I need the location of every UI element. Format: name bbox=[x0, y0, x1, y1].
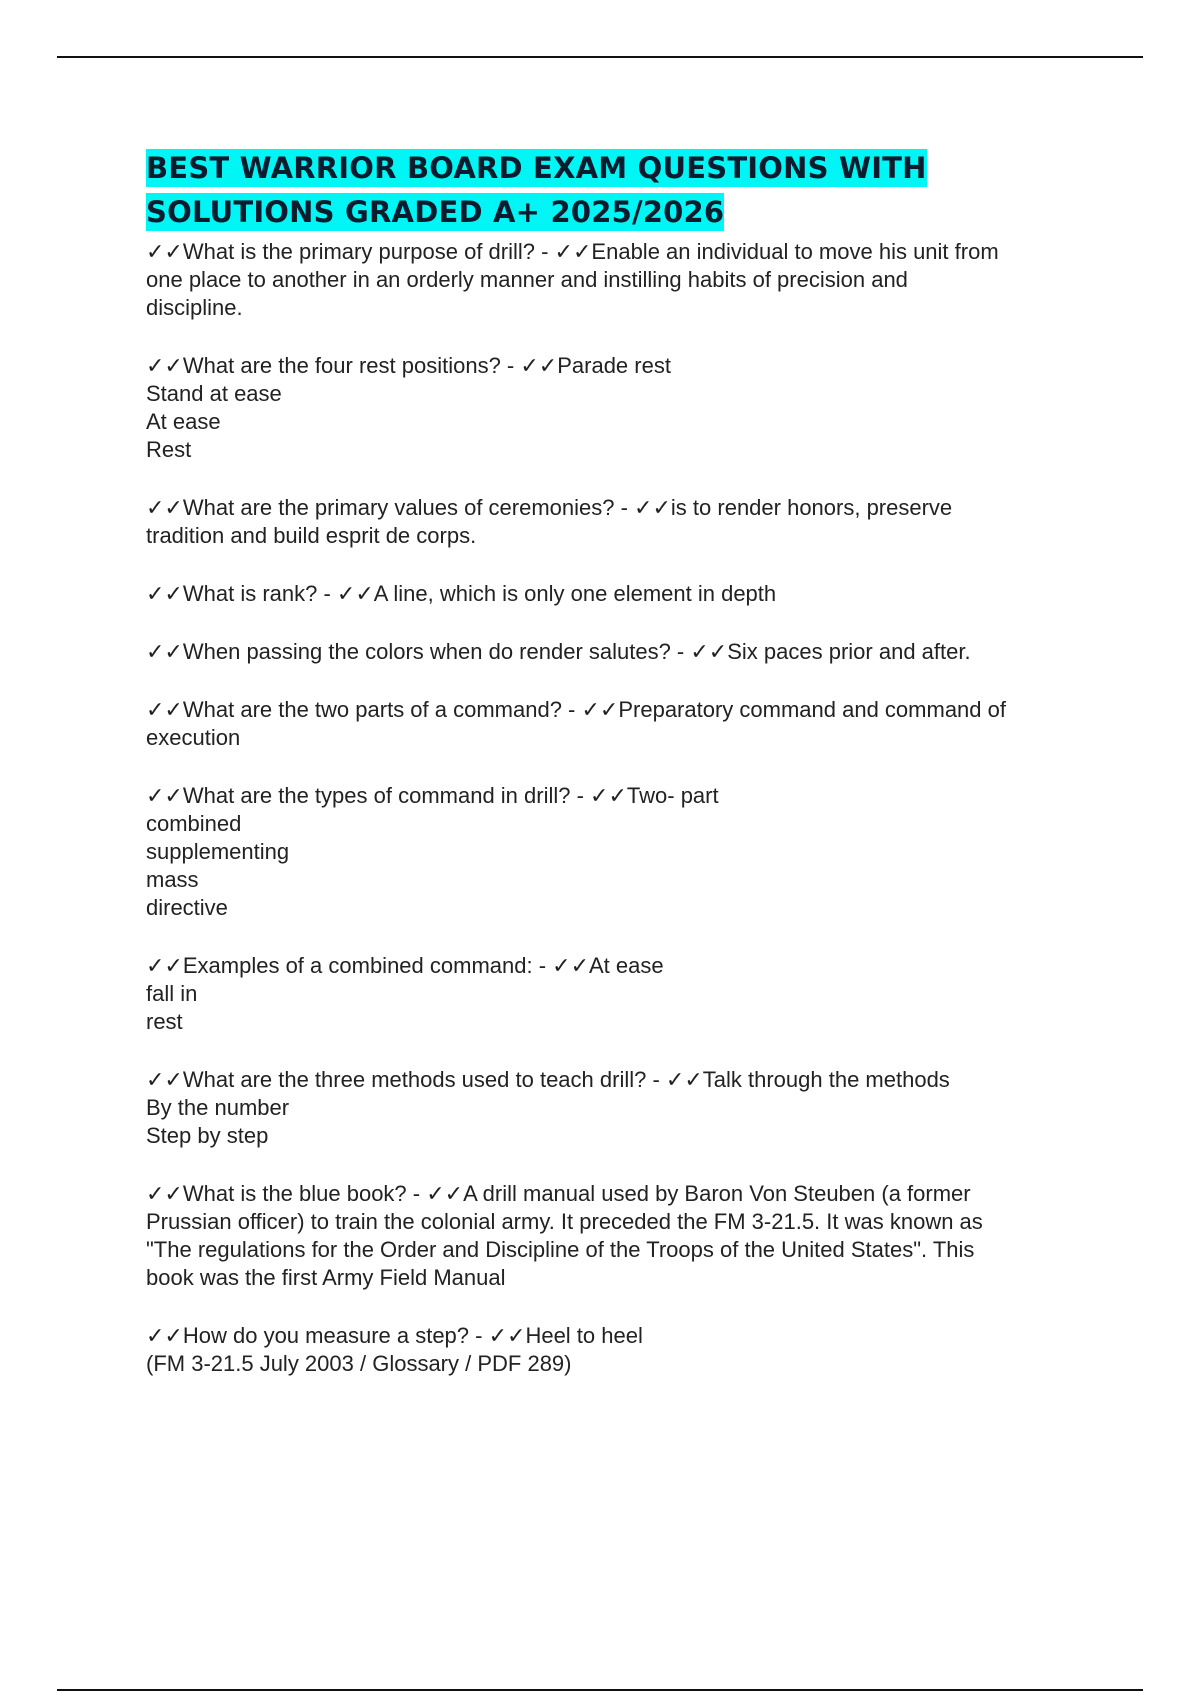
qa-answer-line: book was the first Army Field Manual bbox=[146, 1265, 506, 1290]
qa-answer-line: directive bbox=[146, 895, 228, 920]
qa-question-line: ✓✓What are the three methods used to teach drill? - ✓✓Talk through the methods bbox=[146, 1067, 950, 1092]
qa-answer-line: mass bbox=[146, 867, 199, 892]
document-body bbox=[146, 146, 1096, 1408]
qa-answer-line: At ease bbox=[146, 409, 221, 434]
qa-answer-line: By the number bbox=[146, 1095, 290, 1120]
qa-question-line: ✓✓What is the primary purpose of drill? - ✓✓Enable an individual to move his unit from bbox=[146, 239, 999, 264]
qa-question-line: ✓✓What is the blue book? - ✓✓A drill manual used by Baron Von Steuben (a former bbox=[146, 1181, 971, 1206]
qa-answer-line: combined bbox=[146, 811, 242, 836]
qa-answer-line: Rest bbox=[146, 437, 192, 462]
qa-question-line: ✓✓How do you measure a step? - ✓✓Heel to heel bbox=[146, 1323, 643, 1348]
qa-question-line: ✓✓What are the two parts of a command? - ✓✓Preparatory command and command of bbox=[146, 697, 1006, 722]
qa-item bbox=[146, 352, 1096, 464]
header-rule bbox=[57, 56, 1143, 58]
qa-answer-line: one place to another in an orderly manner and instilling habits of precision and bbox=[146, 267, 908, 292]
qa-item bbox=[146, 1322, 1096, 1378]
qa-question-line: ✓✓What is rank? - ✓✓A line, which is only one element in depth bbox=[146, 581, 777, 606]
qa-item bbox=[146, 494, 1096, 550]
qa-item bbox=[146, 238, 1096, 322]
qa-answer-line: Prussian officer) to train the colonial army. It preceded the FM 3-21.5. It was known as bbox=[146, 1209, 983, 1234]
qa-item bbox=[146, 696, 1096, 752]
qa-item bbox=[146, 1180, 1096, 1292]
qa-answer-line: discipline. bbox=[146, 295, 243, 320]
qa-answer-line: rest bbox=[146, 1009, 183, 1034]
qa-question-line: ✓✓When passing the colors when do render salutes? - ✓✓Six paces prior and after. bbox=[146, 639, 971, 664]
qa-answer-line: "The regulations for the Order and Discipline of the Troops of the United States". This bbox=[146, 1237, 975, 1262]
qa-answer-line: Stand at ease bbox=[146, 381, 282, 406]
qa-item bbox=[146, 782, 1096, 922]
qa-question-line: ✓✓What are the primary values of ceremonies? - ✓✓is to render honors, preserve bbox=[146, 495, 953, 520]
title-line-1: BEST WARRIOR BOARD EXAM QUESTIONS WITH bbox=[146, 151, 927, 185]
qa-answer-line: Step by step bbox=[146, 1123, 269, 1148]
qa-answer-line: tradition and build esprit de corps. bbox=[146, 523, 477, 548]
qa-answer-line: fall in bbox=[146, 981, 198, 1006]
qa-answer-line: execution bbox=[146, 725, 241, 750]
qa-answer-line: (FM 3-21.5 July 2003 / Glossary / PDF 289) bbox=[146, 1351, 572, 1376]
title-line-2: SOLUTIONS GRADED A+ 2025/2026 bbox=[146, 195, 725, 229]
document-title bbox=[146, 146, 1096, 234]
qa-answer-line: supplementing bbox=[146, 839, 290, 864]
qa-item bbox=[146, 1066, 1096, 1150]
qa-question-line: ✓✓What are the four rest positions? - ✓✓Parade rest bbox=[146, 353, 671, 378]
qa-item bbox=[146, 638, 1096, 666]
qa-item bbox=[146, 952, 1096, 1036]
question-answer-list bbox=[146, 238, 1096, 1378]
qa-question-line: ✓✓Examples of a combined command: - ✓✓At ease bbox=[146, 953, 664, 978]
qa-question-line: ✓✓What are the types of command in drill? - ✓✓Two- part bbox=[146, 783, 719, 808]
qa-item bbox=[146, 580, 1096, 608]
footer-rule bbox=[57, 1689, 1143, 1691]
